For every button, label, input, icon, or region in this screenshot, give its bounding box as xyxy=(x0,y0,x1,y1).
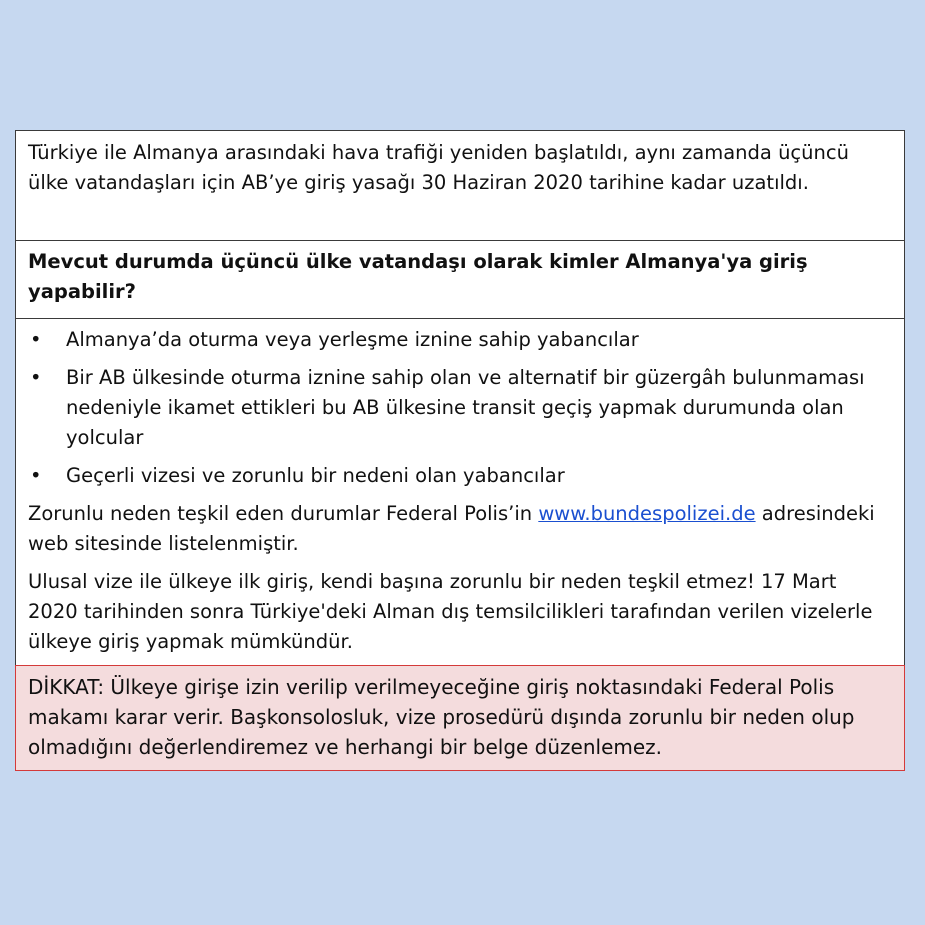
intro-section xyxy=(16,131,904,241)
bundespolizei-link[interactable]: www.bundespolizei.de xyxy=(538,502,756,525)
warning-box xyxy=(15,665,905,771)
list-item: • Bir AB ülkesinde oturma iznine sahip olan ve alternatif bir güzergâh bulunmaması nedeniyle ikamet ettikleri bu AB ülkesine transit geçiş yapmak durumunda olan yolcular xyxy=(28,363,892,453)
reasons-note-before: Zorunlu neden teşkil eden durumlar Federal Polis’in xyxy=(28,502,539,525)
intro-text: Türkiye ile Almanya arasındaki hava trafiği yeniden başlatıldı, aynı zamanda üçüncü ülke vatandaşları için AB’ye giriş yasağı 30 Haziran 2020 tarihine kadar uzatıldı. xyxy=(28,141,849,194)
eligibility-list xyxy=(28,325,892,491)
reasons-note xyxy=(28,499,892,559)
list-item: • Almanya’da oturma veya yerleşme iznine sahip yabancılar xyxy=(28,325,892,355)
list-item: • Geçerli vizesi ve zorunlu bir nedeni olan yabancılar xyxy=(28,461,892,491)
reasons-note-after: adresindeki web sitesinde listelenmiştir. xyxy=(28,502,875,555)
info-box xyxy=(15,130,905,771)
question-section xyxy=(16,241,904,319)
question-heading: Mevcut durumda üçüncü ülke vatandaşı olarak kimler Almanya'ya giriş yapabilir? xyxy=(28,250,808,303)
visa-note: Ulusal vize ile ülkeye ilk giriş, kendi başına zorunlu bir neden teşkil etmez! 17 Mart 2020 tarihinden sonra Türkiye'deki Alman dış temsilcilikleri tarafından verilen vizelerle ülkeye giriş yapmak mümkündür. xyxy=(28,570,873,653)
details-section xyxy=(16,319,904,666)
warning-text: DİKKAT: Ülkeye girişe izin verilip verilmeyeceğine giriş noktasındaki Federal Polis makamı karar verir. Başkonsolosluk, vize prosedürü dışında zorunlu bir neden olup olmadığını değerlendiremez ve herhangi bir belge düzenlemez. xyxy=(28,675,855,759)
